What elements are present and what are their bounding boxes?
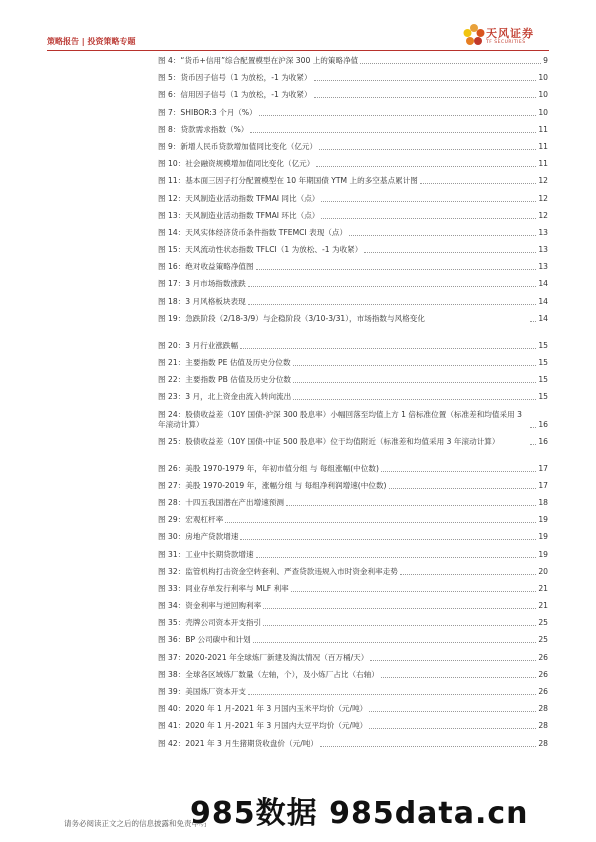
dot-leader	[259, 114, 537, 116]
figure-index-title: 图 7：SHIBOR:3 个月（%）	[158, 107, 257, 117]
figure-index-row[interactable]	[158, 437, 548, 464]
figure-index-row[interactable]	[158, 635, 548, 652]
figure-index-title: 图 6：信用因子信号（1 为放松，-1 为收紧）	[158, 90, 312, 100]
figure-index-title: 图 20：3 月行业涨跌幅	[158, 340, 239, 350]
figure-index-row[interactable]	[158, 550, 548, 567]
figure-index-title: 图 36：BP 公司碳中和计划	[158, 635, 251, 645]
dot-leader	[286, 504, 536, 506]
figure-index-page: 21	[538, 601, 548, 611]
dot-leader	[225, 521, 536, 523]
figure-index-row[interactable]	[158, 245, 548, 262]
dot-leader	[530, 426, 536, 428]
dot-leader	[293, 381, 536, 383]
figure-index-title: 图 9：新增人民币贷款增加值同比变化（亿元）	[158, 141, 318, 151]
figure-index-title: 图 16：绝对收益策略净值图	[158, 262, 254, 272]
figure-index-title: 图 31：工业中长期贷款增速	[158, 549, 254, 559]
figure-index-row[interactable]	[158, 228, 548, 245]
figure-index-row[interactable]	[158, 515, 548, 532]
dot-leader	[316, 165, 536, 167]
figure-index-page: 16	[538, 436, 548, 446]
figure-index-page: 25	[538, 618, 548, 628]
figure-index-row[interactable]	[158, 73, 548, 90]
figure-index-page: 19	[538, 515, 548, 525]
dot-leader	[293, 398, 536, 400]
logo-wordmark-en: TF SECURITIES	[486, 40, 526, 45]
figure-index-row[interactable]	[158, 584, 548, 601]
figure-index-page: 12	[538, 210, 548, 220]
figure-index-row[interactable]	[158, 297, 548, 314]
figure-index-title: 图 18：3 月风格板块表现	[158, 296, 246, 306]
figure-index-row[interactable]	[158, 704, 548, 721]
site-watermark: 985数据 985data.cn	[190, 796, 529, 831]
figure-index-page: 15	[538, 358, 548, 367]
dot-leader	[320, 745, 536, 747]
figure-index-title: 图 17：3 月市场指数涨跌	[158, 279, 246, 289]
figure-index-row[interactable]	[158, 498, 548, 515]
figure-index-row[interactable]	[158, 721, 548, 738]
figure-index-title: 图 13：天风制造业活动指数 TFMAI 环比（点）	[158, 210, 320, 220]
figure-index-title: 图 42：2021 年 3 月生猪期货收盘价（元/吨）	[158, 738, 318, 748]
figure-index-page: 18	[538, 497, 548, 507]
dot-leader	[420, 182, 536, 184]
figure-index-row[interactable]	[158, 392, 548, 409]
figure-index-row[interactable]	[158, 90, 548, 107]
figure-index-row[interactable]	[158, 142, 548, 159]
dot-leader	[321, 200, 536, 202]
figure-index-list	[158, 56, 548, 756]
figure-index-title: 图 33：同业存单发行利率与 MLF 利率	[158, 583, 289, 593]
figure-index-page: 16	[538, 419, 548, 429]
figure-index-title: 图 35：壳牌公司资本开支指引	[158, 618, 262, 628]
dot-leader	[314, 96, 537, 98]
dot-leader	[314, 79, 537, 81]
figure-index-row[interactable]	[158, 375, 548, 392]
figure-index-title: 图 26：美股 1970-1979 年，年初市值分组 与 每组涨幅(中位数)	[158, 463, 379, 473]
dot-leader	[256, 556, 537, 558]
dot-leader	[360, 62, 541, 64]
figure-index-page: 10	[538, 73, 548, 83]
figure-index-row[interactable]	[158, 601, 548, 618]
figure-index-row[interactable]	[158, 670, 548, 687]
logo-wordmark-cn: 天风证券	[486, 27, 534, 40]
dot-leader	[364, 251, 536, 253]
dot-leader	[389, 487, 537, 489]
figure-index-row[interactable]	[158, 532, 548, 549]
figure-index-title: 图 21：主要指数 PE 估值及历史分位数	[158, 358, 291, 367]
figure-index-row[interactable]	[158, 159, 548, 176]
dot-leader	[248, 285, 537, 287]
figure-index-page: 17	[538, 463, 548, 473]
dot-leader	[293, 364, 537, 366]
figure-index-title: 图 30：房地产贷款增速	[158, 532, 239, 542]
dot-leader	[253, 641, 537, 643]
figure-index-page: 12	[538, 176, 548, 186]
figure-index-title: 图 4：“货币+信用”综合配置模型在沪深 300 上的策略净值	[158, 56, 359, 65]
dot-leader	[381, 470, 536, 472]
dot-leader	[250, 131, 536, 133]
figure-index-row[interactable]	[158, 481, 548, 498]
figure-index-page: 10	[538, 107, 548, 117]
figure-index-page: 19	[538, 549, 548, 559]
figure-index-title: 图 5：货币因子信号（1 为放松，-1 为收紧）	[158, 73, 312, 83]
figure-index-page: 15	[538, 392, 548, 402]
figure-index-title: 图 22：主要指数 PB 估值及历史分位数	[158, 375, 292, 385]
dot-leader	[321, 217, 536, 219]
figure-index-page: 12	[538, 193, 548, 203]
figure-index-page: 28	[538, 721, 548, 731]
dot-leader	[240, 538, 536, 540]
figure-index-title: 图 24：股债收益差（10Y 国债-沪深 300 股息率）小幅回落至均值上方 1 倍标准位置（标准差和均值采用 3 年滚动计算）	[158, 409, 522, 429]
figure-index-page: 26	[538, 687, 548, 696]
figure-index-row[interactable]	[158, 358, 548, 375]
figure-index-title: 图 29：宏观杠杆率	[158, 515, 224, 525]
figure-index-title: 图 32：监管机构打击资金空转套利、严查贷款违规入市时资金利率走势	[158, 566, 398, 576]
dot-leader	[256, 268, 537, 270]
figure-index-title: 图 14：天风实体经济货币条件指数 TFEMCI 表现（点）	[158, 227, 348, 237]
footer-disclaimer: 请务必阅读正文之后的信息披露和免责申明	[64, 819, 207, 828]
figure-index-page: 19	[538, 532, 548, 542]
dot-leader	[248, 693, 536, 695]
figure-index-page: 20	[538, 566, 548, 576]
figure-index-title: 图 15：天风流动性状态指数 TFLCI（1 为放松、-1 为收紧）	[158, 245, 363, 255]
figure-index-title: 图 41：2020 年 1 月-2021 年 3 月国内大豆平均价（元/吨）	[158, 721, 368, 731]
figure-index-page: 15	[538, 340, 548, 350]
figure-index-title: 图 38：全球各区域炼厂数量（左轴，个），及小炼厂占比（右轴）	[158, 669, 379, 679]
figure-index-row[interactable]	[158, 410, 548, 437]
report-category-label: 策略报告 | 投资策略专题	[47, 37, 136, 46]
figure-index-title: 图 28：十四五我国潜在产出增速预测	[158, 497, 284, 507]
figure-index-page: 13	[538, 262, 548, 272]
dot-leader	[400, 573, 536, 575]
figure-index-row[interactable]	[158, 125, 548, 142]
figure-index-row[interactable]	[158, 687, 548, 704]
figure-index-page: 14	[538, 313, 548, 323]
figure-index-title: 图 40：2020 年 1 月-2021 年 3 月国内玉米平均价（元/吨）	[158, 704, 368, 714]
figure-index-row[interactable]	[158, 262, 548, 279]
figure-index-title: 图 10：社会融资规模增加值同比变化（亿元）	[158, 159, 315, 169]
figure-index-page: 26	[538, 669, 548, 679]
figure-index-title: 图 37：2020-2021 年全球炼厂新建及淘汰情况（百万桶/天）	[158, 652, 369, 662]
dot-leader	[263, 607, 536, 609]
figure-index-row[interactable]	[158, 279, 548, 296]
figure-index-page: 14	[538, 279, 548, 289]
figure-index-row[interactable]	[158, 653, 548, 670]
dot-leader	[381, 676, 536, 678]
figure-index-title: 图 19：急跌阶段（2/18-3/9）与企稳阶段（3/10-3/31），市场指数与风格变化	[158, 313, 425, 323]
figure-index-title: 图 11：基本面三因子打分配置模型在 10 年期国债 YTM 上的多空基点累计图	[158, 176, 418, 186]
figure-index-page: 21	[538, 583, 548, 593]
figure-index-row[interactable]	[158, 194, 548, 211]
figure-index-page: 9	[543, 56, 548, 65]
figure-index-row[interactable]	[158, 341, 548, 358]
dot-leader	[530, 320, 536, 322]
figure-index-title: 图 39：美国炼厂资本开支	[158, 687, 247, 696]
figure-index-row[interactable]	[158, 108, 548, 125]
figure-index-title: 图 23：3 月，北上资金由流入转向流出	[158, 392, 292, 402]
dot-leader	[291, 590, 537, 592]
figure-index-page: 28	[538, 704, 548, 714]
dot-leader	[530, 443, 536, 445]
dot-leader	[240, 347, 536, 349]
dot-leader	[263, 624, 536, 626]
figure-index-row[interactable]	[158, 739, 548, 756]
figure-index-title: 图 12：天风制造业活动指数 TFMAI 同比（点）	[158, 193, 320, 203]
figure-index-page: 11	[538, 141, 548, 151]
figure-index-page: 13	[538, 245, 548, 255]
figure-index-row[interactable]	[158, 464, 548, 481]
figure-index-title: 图 25：股债收益差（10Y 国债-中证 500 股息率）位于均值附近（标准差和均值采用 3 年滚动计算）	[158, 436, 500, 446]
figure-index-page: 15	[538, 375, 548, 385]
dot-leader	[370, 659, 536, 661]
figure-index-page: 25	[538, 635, 548, 645]
figure-index-title: 图 27：美股 1970-2019 年，涨幅分组 与 每组净利润增速(中位数)	[158, 480, 387, 490]
figure-index-title: 图 8：贷款需求指数（%）	[158, 124, 249, 134]
figure-index-row[interactable]	[158, 176, 548, 193]
figure-index-row[interactable]	[158, 618, 548, 635]
figure-index-page: 28	[538, 738, 548, 748]
figure-index-title: 图 34：资金利率与逆回购利率	[158, 601, 262, 611]
header-divider	[47, 50, 549, 51]
dot-leader	[349, 234, 536, 236]
figure-index-row[interactable]	[158, 211, 548, 228]
figure-index-page: 11	[538, 124, 548, 134]
figure-index-page: 10	[538, 90, 548, 100]
figure-index-row[interactable]	[158, 567, 548, 584]
dot-leader	[319, 148, 536, 150]
figure-index-page: 14	[538, 296, 548, 306]
figure-index-page: 17	[538, 480, 548, 490]
figure-index-page: 11	[538, 159, 548, 169]
dot-leader	[248, 303, 537, 305]
figure-index-row[interactable]	[158, 314, 548, 341]
figure-index-row[interactable]	[158, 56, 548, 73]
dot-leader	[369, 710, 536, 712]
dot-leader	[369, 727, 536, 729]
figure-index-page: 26	[538, 652, 548, 662]
figure-index-page: 13	[538, 227, 548, 237]
